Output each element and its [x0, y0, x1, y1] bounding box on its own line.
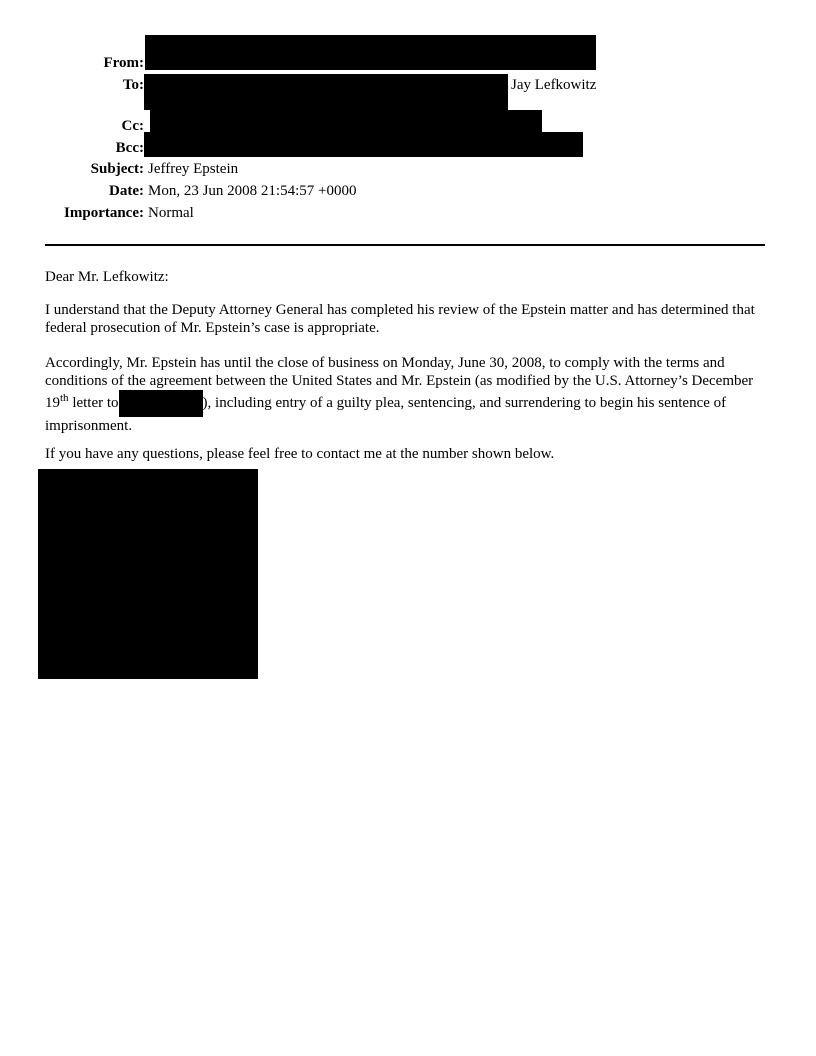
- to-redaction: [144, 74, 508, 110]
- cc-redaction: [150, 110, 542, 132]
- ordinal-suffix: th: [60, 392, 69, 404]
- date-value: Mon, 23 Jun 2008 21:54:57 +0000: [148, 183, 357, 199]
- subject-value: Jeffrey Epstein: [148, 161, 239, 177]
- to-value: Jay Lefkowitz: [511, 77, 597, 93]
- recipient-redaction: [119, 390, 203, 417]
- cc-label: Cc:: [121, 118, 144, 134]
- date-label: Date:: [109, 183, 144, 199]
- signature-redaction: [38, 469, 258, 679]
- header-divider: [45, 244, 765, 246]
- from-label: From:: [103, 55, 144, 71]
- to-label: To:: [122, 77, 144, 93]
- importance-value: Normal: [148, 205, 194, 221]
- paragraph-3: If you have any questions, please feel free to contact me at the number shown below.: [45, 446, 555, 462]
- paragraph-2-text-1: Accordingly, Mr. Epstein has until the close of business on Monday, June 30, 2008, to comply with the terms and conditions of the agreement between the United States and Mr. Epstein (as modified by the U.S. Attorney’s December 19: [45, 355, 754, 411]
- paragraph-2-text-3: ), including entry of a guilty plea, sentencing, and surrendering to begin his sentence of imprisonment.: [45, 395, 727, 434]
- bcc-label: Bcc:: [115, 140, 144, 156]
- paragraph-1: I understand that the Deputy Attorney General has completed his review of the Epstein matter and has determined that federal prosecution of Mr. Epstein’s case is appropriate.: [45, 302, 755, 336]
- bcc-redaction: [144, 132, 583, 157]
- paragraph-2-text-2: letter to: [68, 395, 119, 411]
- from-redaction: [145, 35, 596, 70]
- paragraph-2: [45, 354, 775, 435]
- salutation: Dear Mr. Lefkowitz:: [45, 269, 169, 285]
- importance-label: Importance:: [64, 205, 144, 221]
- subject-label: Subject:: [90, 161, 144, 177]
